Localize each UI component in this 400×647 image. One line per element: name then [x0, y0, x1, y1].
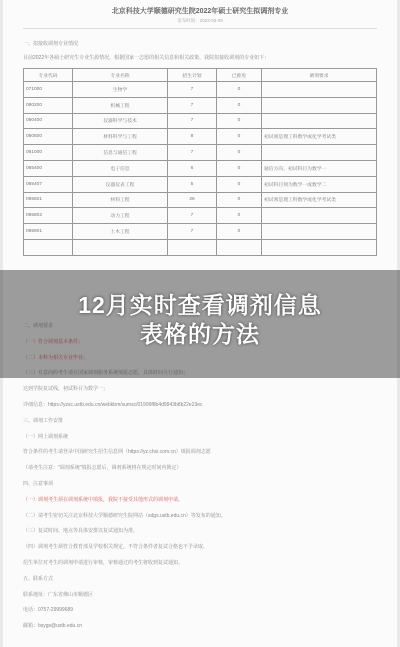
table-cell: 085802: [24, 208, 73, 224]
table-row: [24, 224, 377, 240]
table-cell: 初试须是理工科数学或化学考试类: [262, 192, 377, 208]
document-line: 联系地址：广东省佛山市顺德区: [23, 591, 94, 598]
table-cell: 085601: [24, 192, 73, 208]
table-cell: 071000: [24, 82, 73, 98]
table-cell: [262, 113, 377, 129]
document-title: 北京科技大学顺德研究生院2022年硕士研究生拟调剂专业: [111, 8, 289, 15]
table-cell: 材料工程: [73, 192, 168, 208]
document-line: （三）有意向的考生请在国家调剂服务系统填报志愿，具体时间另行通知；: [23, 370, 189, 377]
table-cell: 初试须是理工科数学或化学考试类: [262, 129, 377, 145]
table-cell: 5: [168, 176, 217, 192]
document-line: （一）网上调剂系统: [23, 433, 69, 440]
headline-line: 12月实时查看调剂信息: [78, 292, 322, 318]
table-cell: 0: [217, 129, 262, 145]
document-line: 四、注意事项: [23, 481, 54, 487]
table-row: [24, 192, 377, 208]
document-line: 达到学院复试线，初试科目为数学一；: [23, 386, 109, 393]
table-cell: 仪器科学与技术: [73, 113, 168, 129]
table-cell: 085400: [24, 160, 73, 176]
table-cell: [262, 145, 377, 161]
table-cell: 0: [217, 208, 262, 224]
table-cell: [262, 97, 377, 113]
table-cell: 6: [168, 160, 217, 176]
table-cell: 0: [217, 97, 262, 113]
table-cell: 26: [168, 192, 217, 208]
table-cell: 0: [217, 113, 262, 129]
table-cell: 7: [168, 208, 217, 224]
table-row: [24, 208, 377, 224]
table-cell: [262, 224, 377, 240]
table-cell: 080500: [24, 129, 73, 145]
program-table: [23, 68, 377, 256]
divider: [23, 28, 377, 29]
table-cell: [217, 239, 262, 255]
document-line: （一）调剂考生须在调剂系统中填报，我院不接受其他形式的调剂申请。: [23, 496, 184, 503]
table-cell: 7: [168, 113, 217, 129]
document-line: 五、联系方式: [23, 575, 54, 582]
table-cell: 7: [168, 97, 217, 113]
table-cell: 0: [217, 176, 262, 192]
document-line: 符合条件的考生请登录中国研究生招生信息网（https://yz.chsi.com.cn）填报调剂志愿: [23, 449, 211, 456]
table-cell: 7: [168, 82, 217, 98]
table-header-cell: 招生计划: [168, 69, 217, 82]
table-row: [24, 129, 377, 145]
document-line: 电话：0757-29999689: [23, 607, 74, 614]
table-cell: 电子信息: [73, 160, 168, 176]
document-line: 招生单位对考生的调剂申请进行审核，审核通过的考生将收到复试通知。: [23, 560, 184, 566]
table-cell: 初试科目须为数学一或数学二: [262, 176, 377, 192]
table-header-cell: 专业名称: [73, 69, 168, 82]
table-cell: [262, 208, 377, 224]
table-cell: 8: [168, 129, 217, 145]
table-cell: 信息与通信工程: [73, 145, 168, 161]
table-row: [24, 145, 377, 161]
document-line: （二）请考生密切关注北京科技大学顺德研究生院网站（sdgs.ustb.edu.cn）等发布的通知。: [23, 512, 226, 519]
document-meta: 发布时间：2022-03-09: [177, 18, 223, 23]
table-cell: 0: [217, 145, 262, 161]
document-line: 邮箱：bsygs@ustb.edu.cn: [23, 623, 82, 630]
table-cell: 7: [168, 224, 217, 240]
table-cell: 0: [217, 160, 262, 176]
document-line: （四）调剂考生须符合教育部及学校相关规定，不符合条件者复试合格也不予录取。: [23, 544, 209, 551]
table-cell: 生物学: [73, 82, 168, 98]
table-cell: 081000: [24, 145, 73, 161]
section-heading: 一、拟接收调剂专业情况: [23, 41, 79, 47]
document-line: 详细信息：https://yzsc.ustb.edu.cn/webkbm/sumsc/01999f8b4d9943b8b22e23ec: [23, 402, 203, 408]
table-cell: [262, 82, 377, 98]
table-header-cell: 已推免: [217, 69, 262, 82]
table-cell: 仪器仪表工程: [73, 176, 168, 192]
intro-paragraph: 目前2022年各硕士研究生专业生源情况，根据国家一志愿的相关信息和相关政策，我院拟接收调剂的专业如下：: [23, 55, 270, 61]
headline-line: 表格的方法: [140, 321, 260, 347]
table-cell: 材料科学与工程: [73, 129, 168, 145]
table-row: [24, 239, 377, 255]
table-cell: [168, 239, 217, 255]
table-header-cell: 专业代码: [24, 69, 73, 82]
table-cell: 机械工程: [73, 97, 168, 113]
table-cell: 0: [217, 82, 262, 98]
headline-text: [0, 291, 400, 349]
table-cell: 0: [217, 192, 262, 208]
table-row: [24, 82, 377, 98]
table-cell: 085407: [24, 176, 73, 192]
document-line: （请考生注意："调剂系统"填报志愿后，调剂系统将在规定时间内锁定）: [23, 465, 182, 472]
document-line: （二）本科为相关专业毕业；: [23, 354, 89, 361]
table-header-cell: 调剂要求: [262, 69, 377, 82]
table-cell: [262, 239, 377, 255]
document-line: 二、调剂要求: [23, 323, 54, 329]
table-cell: 7: [168, 145, 217, 161]
document-line: （三）复试时间、地点等具体安排以复试通知为准。: [23, 528, 139, 535]
document-line: （一）符合调剂基本条件；: [23, 338, 84, 345]
document-line: 三、调剂工作安排: [23, 417, 64, 424]
table-header-row: [24, 69, 377, 82]
table-cell: 土木工程: [73, 224, 168, 240]
table-row: [24, 176, 377, 192]
table-cell: 085901: [24, 224, 73, 240]
table-row: [24, 97, 377, 113]
table-cell: 080400: [24, 113, 73, 129]
table-cell: 通信方向，初试科目为数学一: [262, 160, 377, 176]
table-cell: [73, 239, 168, 255]
table-cell: 0: [217, 224, 262, 240]
table-cell: [24, 239, 73, 255]
table-cell: 080200: [24, 97, 73, 113]
table-row: [24, 113, 377, 129]
table-cell: 动力工程: [73, 208, 168, 224]
table-row: [24, 160, 377, 176]
